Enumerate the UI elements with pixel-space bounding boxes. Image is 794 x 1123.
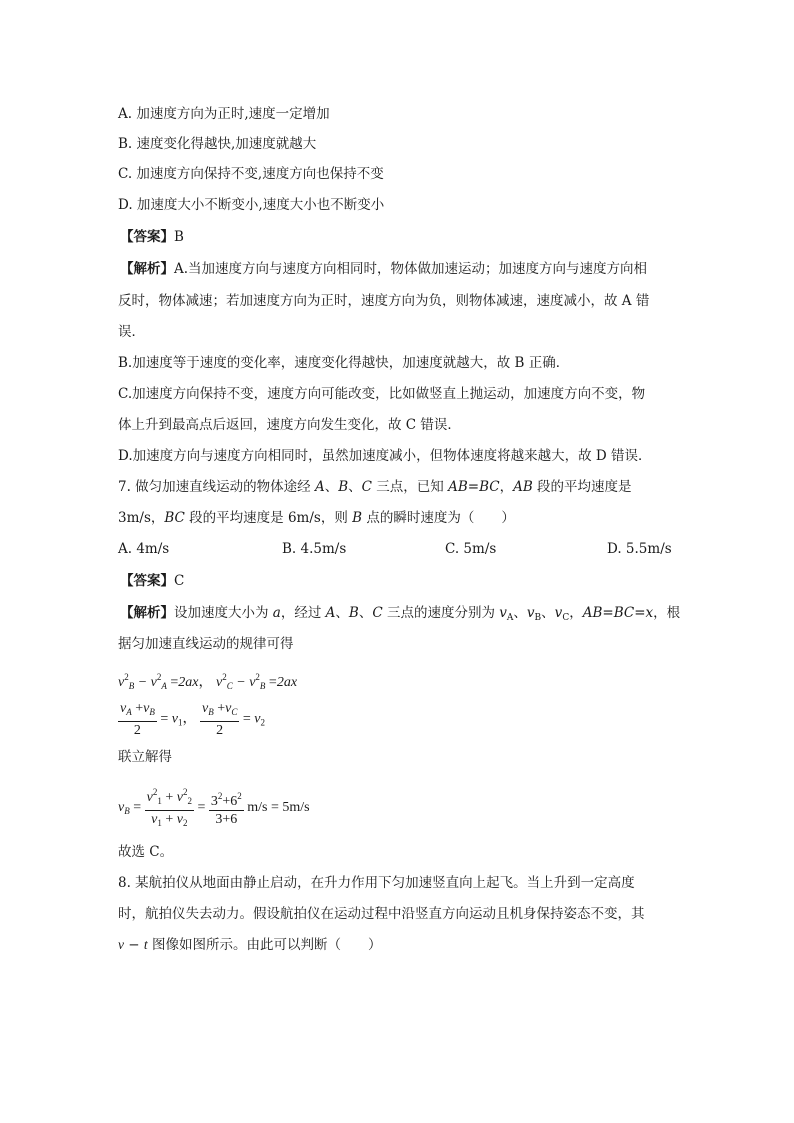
analysis-text: 设加速度大小为 (174, 605, 273, 621)
analysis-6-line-7: D.加速度方向与速度方向相同时，虽然加速度减小，但物体速度将越来越大，故 D 错误． (118, 448, 652, 464)
question-7-stem-2 (118, 509, 515, 527)
sep: 、 (324, 479, 339, 495)
sep: 、 (348, 479, 362, 495)
question-number: 7. (118, 479, 131, 495)
stem-text: 段的平均速度是 6m/s，则 (184, 510, 353, 526)
analysis-6-line-6: 体上升到最高点后返回，速度方向发生变化，故 C 错误． (118, 417, 461, 433)
analysis-6-line-4: B.加速度等于速度的变化率，速度变化得越快，加速度就越大，故 B 正确． (118, 355, 570, 371)
answer-7 (120, 572, 184, 590)
analysis-label: 【解析】 (120, 605, 174, 621)
question-8-line-3: v − t 图像如图所示。由此可以判断（ ） (118, 937, 382, 953)
segment-ab: AB (513, 479, 533, 495)
analysis-7-line-2: 据匀加速直线运动的规律可得 (118, 636, 294, 652)
equation-2: $\frac{v_A +v_B}{2}$ = $v_1$， $\frac{v_B +v_C}{2}$ = $v_2$ (120, 701, 265, 738)
option-a: A. 加速度方向为正时,速度一定增加 (118, 106, 330, 122)
option-d: D. 加速度大小不断变小,速度大小也不断变小 (118, 197, 385, 213)
point-c: C (361, 479, 372, 495)
answer-label: 【答案】 (120, 229, 174, 245)
analysis-text: ，经过 (280, 605, 326, 621)
stem-text: 做匀加速直线运动的物体途经 (130, 479, 315, 495)
answer-label: 【答案】 (120, 573, 174, 589)
segment-bc: BC (164, 510, 185, 526)
q7-option-c: C. 5m/s (445, 541, 497, 557)
stem-text: 三点，已知 (372, 479, 449, 495)
condition: AB=BC (448, 479, 500, 495)
option-c: C. 加速度方向保持不变,速度方向也保持不变 (118, 166, 384, 182)
point-b: B (352, 510, 363, 526)
answer-value: B (174, 229, 184, 245)
analysis-6-line-5: C.加速度方向保持不变，速度方向可能改变，比如做竖直上抛运动，加速度方向不变，物 (118, 386, 646, 402)
stem-text: ， (499, 479, 514, 495)
choose-c: 故选 C。 (118, 844, 174, 860)
analysis-6-line-3: 误． (118, 324, 145, 340)
question-8-line-2: 时，航拍仪失去动力。假设航拍仪在运动过程中沿竖直方向运动且机身保持姿态不变，其 (118, 906, 645, 922)
analysis-6-line-1 (120, 260, 647, 278)
answer-value: C (174, 573, 185, 589)
point-b: B (338, 479, 349, 495)
stem-text: 图像如图所示。由此可以判断（ ） (151, 937, 382, 953)
question-8-line-1: 8. 某航拍仪从地面由静止启动，在升力作用下匀加速竖直向上起飞。当上升到一定高度 (118, 875, 635, 891)
stem-text: 3m/s， (118, 510, 165, 526)
analysis-label: 【解析】 (120, 261, 174, 277)
analysis-text: ，根 (653, 605, 681, 621)
analysis-text: A.当加速度方向与速度方向相同时，物体做加速运动；加速度方向与速度方向相 (174, 261, 648, 277)
joint-solve: 联立解得 (118, 749, 172, 765)
answer-6 (120, 228, 184, 246)
q7-option-d: D. 5.5m/s (607, 541, 672, 557)
analysis-6-line-2: 反时，物体减速；若加速度方向为正时，速度方向为负，则物体减速，速度减小，故 A 错 (118, 293, 650, 309)
analysis-text: ， (569, 605, 583, 621)
stem-text: 段的平均速度是 (532, 479, 632, 495)
option-b: B. 速度变化得越快,加速度就越大 (118, 136, 317, 152)
question-7-stem-1 (118, 478, 632, 496)
equation-3: $v_B$ = $\frac{v^2_1 + v^2_2}{v_1 + v_2}$ = $\frac{3^2+6^2}{3+6}$ m/s = 5m/s (118, 784, 310, 832)
stem-text: 点的瞬时速度为（ ） (362, 510, 515, 526)
analysis-text: 三点的速度分别为 (382, 605, 500, 621)
analysis-7-line-1: 【解析】设加速度大小为 a，经过 A、B、C 三点的速度分别为 $v_A$、$v_B$、$v_C$，AB=BC=x，根 (120, 605, 681, 623)
q7-option-a: A. 4m/s (118, 541, 170, 557)
q7-option-b: B. 4.5m/s (282, 541, 347, 557)
point-a: A (314, 479, 325, 495)
equation-1: $v^2_B - v^2_A =2ax$， $v^2_C - v^2_B =2ax$ (118, 672, 298, 691)
result-unit: m/s = 5m/s (247, 800, 310, 816)
